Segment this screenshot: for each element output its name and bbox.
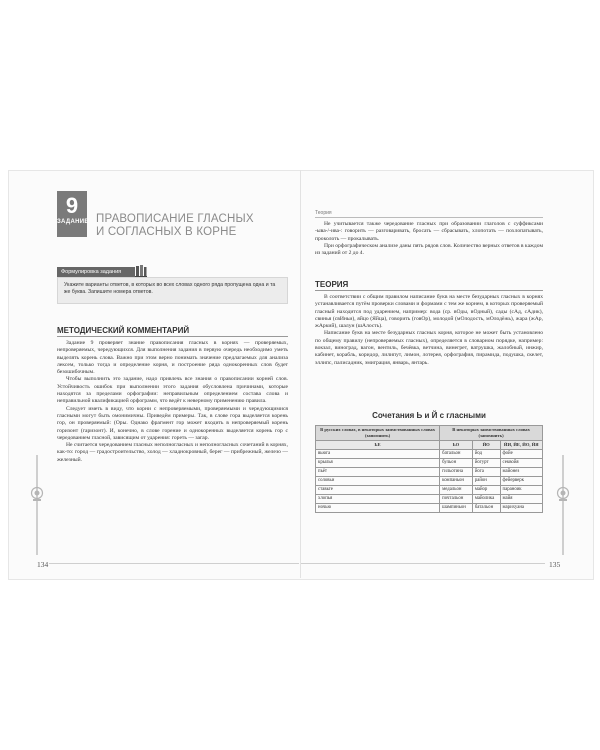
method-paragraph: Задание 9 проверяет знание правописания гласных в корнях — проверяемых, непроверяемых, чередующихся. Для выполнения задания в первую очередь необходимо уметь выделять корень слова. Важно при этом верно понимать значение предлагаемых для анализа лексем, только тогда и определение корня, и построение ряда однокоренных слов будет безошибочным. bbox=[57, 340, 288, 376]
chapter-number: 9 bbox=[65, 193, 79, 218]
table-cell: майя bbox=[500, 495, 542, 504]
table-cell: крылья bbox=[316, 459, 440, 468]
table-row bbox=[316, 477, 543, 486]
table-row bbox=[316, 495, 543, 504]
intro-paragraph: Не учитывается также чередование гласных при образовании глаголов с суффиксами -ыва-/-ива-: говорить — разговаривать, бросать — сбрасывать, хлопотать — похлопатывать, проколоть — прокалывать. bbox=[315, 221, 543, 242]
table-cell: гильотина bbox=[440, 468, 473, 477]
table-cell: ставьте bbox=[316, 486, 440, 495]
table-row bbox=[316, 450, 543, 459]
table-cell: почтальон bbox=[440, 495, 473, 504]
table-cell: пьёт bbox=[316, 468, 440, 477]
theory-header: ТЕОРИЯ bbox=[315, 279, 543, 291]
intro-paragraph: При орфографическом анализе даны пять рядов слов. Количество верных ответов в каждом из заданий от 2 до 4. bbox=[315, 242, 543, 257]
left-emblem-icon bbox=[30, 486, 44, 506]
table-cell: йога bbox=[472, 468, 500, 477]
table-cell: марихуана bbox=[500, 504, 542, 513]
table-cell: батальон bbox=[440, 450, 473, 459]
page-number-left: 134 bbox=[37, 560, 49, 569]
page-number-right: 135 bbox=[549, 560, 561, 569]
books-icon bbox=[134, 264, 148, 278]
table-cell: майор bbox=[472, 486, 500, 495]
right-footer-rule bbox=[301, 563, 545, 564]
table-subheader: ЬЕ bbox=[316, 441, 440, 450]
table-row bbox=[316, 486, 543, 495]
table-cell: компаньон bbox=[440, 477, 473, 486]
table-cell: ночью bbox=[316, 504, 440, 513]
table-cell: секвойя bbox=[500, 459, 542, 468]
table-cell: йод bbox=[472, 450, 500, 459]
table-cell: параноик bbox=[500, 486, 542, 495]
task-box bbox=[57, 277, 288, 304]
task-text: Укажите варианты ответов, в которых во всех словах одного ряда пропущена одна и та же буква. Запишите номера ответов. bbox=[64, 282, 276, 295]
method-paragraph: Не считается чередованием гласных неполногласных и неполногласных сочетаний в корнях, как-то: город — градостроительство, холод — хладнокровный, берег — прибрежный, железо — железный. bbox=[57, 442, 288, 463]
table-cell: майонез bbox=[500, 468, 542, 477]
method-body bbox=[57, 340, 288, 464]
soft-sign-table bbox=[315, 425, 543, 513]
table-subheader: ЬО bbox=[440, 441, 473, 450]
table-title: Сочетания Ь и Й с гласными bbox=[372, 411, 486, 420]
table-cell: батальон bbox=[472, 504, 500, 513]
table-cell: район bbox=[472, 477, 500, 486]
table-subheader: ЙО bbox=[472, 441, 500, 450]
theory-body bbox=[315, 294, 543, 367]
intro-body bbox=[315, 221, 543, 257]
theory-paragraph: В соответствии с общим правилом написание букв на месте безударных гласных в корнях устанавливается путём проверки словами и формами с тем же корнем, в которых проверяемый гласный находится под ударением, например: вода (ср. вОды, вОдный), сады (сАд, сАдик), свинья (свИньи), яйцо (Яйца), говорить (говОр), молодой (мОлодость, мОлодёжь), жара (жАр, жАркий), шалун (шАлость). bbox=[315, 294, 543, 330]
table-cell: бульон bbox=[440, 459, 473, 468]
table-cell: вьюга bbox=[316, 450, 440, 459]
table-cell: соловьи bbox=[316, 477, 440, 486]
table-row bbox=[316, 504, 543, 513]
chapter-title bbox=[96, 213, 254, 239]
chapter-title-line2: И СОГЛАСНЫХ В КОРНЕ bbox=[96, 226, 237, 238]
running-head: Теория bbox=[315, 209, 543, 218]
table-row bbox=[316, 468, 543, 477]
method-paragraph: Следует иметь в виду, что корни с непроверяемыми, проверяемыми и чередующимися гласными могут быть омонимичны. Приведём примеры. Так, в слове гора выделяется корень гор, он проверяемый: (Оры. Однако фрагмент гор может входить в непроверяемый корень горизонт (гаризонт). И, конечно, в слове горение и однокоренных выделяется корень гор с чередованием гласной, зависящим от ударения: гореть — загар. bbox=[57, 405, 288, 441]
table-cell: фойе bbox=[500, 450, 542, 459]
book-gutter bbox=[300, 170, 301, 578]
chapter-number-box bbox=[57, 191, 87, 237]
theory-paragraph: Написание букв на месте безударных гласных корня, которое не может быть установлено по общему правилу (непроверяемых гласных), определяется в словарном порядке, например: вокзал, виноград, вагон, вентиль, бечёвка, ветчина, винегрет, ватрушка, жалобный, инжир, кабинет, корабль, коридор, лилипут, лимон, лотерея, орфография, пирамида, подушка, скелет, эллипс, палисадник, эмиграция, январь, янтарь. bbox=[315, 330, 543, 366]
table-cell: майолика bbox=[472, 495, 500, 504]
right-emblem-icon bbox=[556, 486, 570, 506]
left-footer-rule bbox=[49, 563, 299, 564]
method-paragraph: Чтобы выполнить это задание, надо привлечь все знания о правописании корней слов. Устойчивость ошибок при выполнении этого задания обусловлена причинами, которые находятся за пределами орфографии: неправильным определением состава слова и неправильной квалификацией орфограмм, что ведёт к неверному применению правила. bbox=[57, 376, 288, 405]
table-head-col2: В некоторых заимствованных словах (запомнить) bbox=[440, 426, 543, 441]
table-cell: йогурт bbox=[472, 459, 500, 468]
task-header: Формулировка задания bbox=[57, 267, 135, 277]
chapter-title-line1: ПРАВОПИСАНИЕ ГЛАСНЫХ bbox=[96, 213, 254, 225]
table-subheader: ЙИ, ЙЕ, ЙО, ЙЯ bbox=[500, 441, 542, 450]
table-cell: фейерверк bbox=[500, 477, 542, 486]
table-cell: медальон bbox=[440, 486, 473, 495]
table-cell: хлопья bbox=[316, 495, 440, 504]
method-header: МЕТОДИЧЕСКИЙ КОММЕНТАРИЙ bbox=[57, 325, 288, 337]
table-row bbox=[316, 459, 543, 468]
table-cell: шампиньон bbox=[440, 504, 473, 513]
chapter-label: ЗАДАНИЕ bbox=[57, 219, 89, 225]
table-head-col1: В русских словах, в некоторых заимствованных словах (запомнить) bbox=[316, 426, 440, 441]
